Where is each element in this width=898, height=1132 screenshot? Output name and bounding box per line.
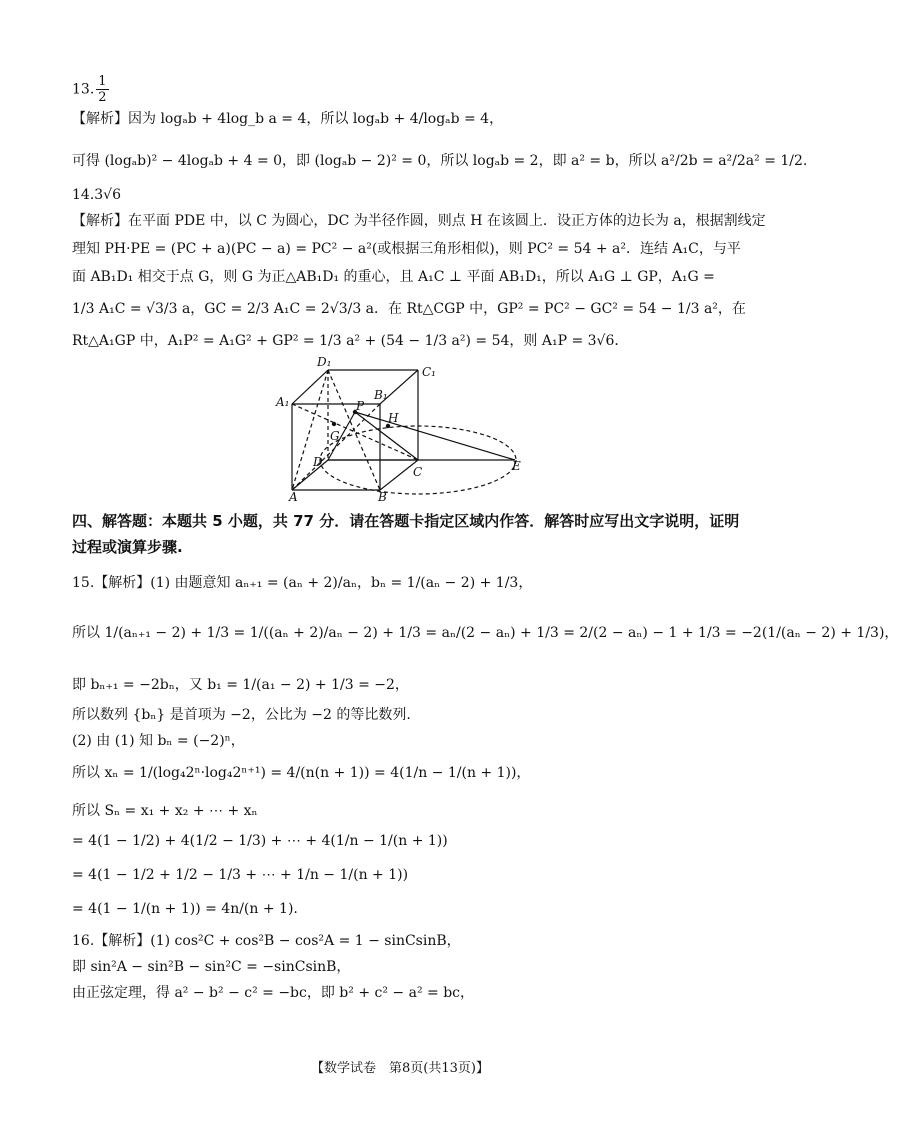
q16-line-3: 由正弦定理，得 a² − b² − c² = −bc，即 b² + c² − a² = bc， [72, 985, 474, 1001]
q14-explanation-line-5: Rt△A₁GP 中，A₁P² = A₁G² + GP² = 1/3 a² + (54 − 1/3 a²) = 54，则 A₁P = 3√6． [72, 333, 629, 349]
q16-line-1: 16.【解析】(1) cos²C + cos²B − cos²A = 1 − sinCsinB， [72, 933, 461, 949]
q15-line-3: 即 bₙ₊₁ = −2bₙ，又 b₁ = 1/(a₁ − 2) + 1/3 = −2， [72, 677, 409, 693]
q13-explanation-line-1: 【解析】因为 logₐb + 4log_b a = 4，所以 logₐb + 4/logₐb = 4， [72, 111, 504, 127]
section4-heading-line-2: 过程或演算步骤. [72, 538, 183, 556]
point-G [332, 422, 336, 426]
q15-line-1: 15.【解析】(1) 由题意知 aₙ₊₁ = (aₙ + 2)/aₙ，bₙ = 1/(aₙ − 2) + 1/3， [72, 575, 533, 591]
label-E: E [512, 459, 521, 473]
q14-explanation-line-1: 【解析】在平面 PDE 中，以 C 为圆心，DC 为半径作圆，则点 H 在该圆上．设正方体的边长为 a，根据割线定 [72, 213, 766, 229]
section4-heading-line-1: 四、解答题：本题共 5 小题，共 77 分．请在答题卡指定区域内作答．解答时应写出文字说明，证明 [72, 512, 740, 530]
q13-number: 13. [72, 81, 95, 98]
label-B: B [378, 490, 387, 504]
label-A1: A₁ [276, 395, 290, 409]
label-C: C [413, 465, 423, 479]
q15-line-10: = 4(1 − 1/(n + 1)) = 4n/(n + 1). [72, 901, 298, 917]
label-D1: D₁ [317, 355, 332, 369]
q13-answer-line [72, 74, 111, 105]
label-A: A [289, 490, 298, 504]
label-B1: B₁ [374, 388, 388, 402]
q14-answer-line [72, 188, 121, 202]
q14-number: 14. [72, 187, 95, 203]
label-C1: C₁ [422, 365, 436, 379]
q15-line-4: 所以数列 {bₙ} 是首项为 −2，公比为 −2 的等比数列. [72, 707, 411, 723]
label-H: H [388, 411, 399, 425]
line-PE [355, 412, 515, 460]
q14-explanation-line-4: 1/3 A₁C = √3/3 a，GC = 2/3 A₁C = 2√3/3 a．在 Rt△CGP 中，GP² = PC² − GC² = 54 − 1/3 a²，在 [72, 301, 746, 317]
q15-line-9: = 4(1 − 1/2 + 1/2 − 1/3 + ⋯ + 1/n − 1/(n + 1)) [72, 867, 409, 883]
q14-answer: 3√6 [94, 187, 122, 203]
cube-figure [270, 352, 540, 502]
q14-explanation-line-2: 理知 PH·PE = (PC + a)(PC − a) = PC² − a²(或根据三角形相似)，则 PC² = 54 + a²．连结 A₁C，与平 [72, 241, 741, 257]
q14-explanation-line-3: 面 AB₁D₁ 相交于点 G，则 G 为正△AB₁D₁ 的重心，且 A₁C ⊥ 平面 AB₁D₁，所以 A₁G ⊥ GP，A₁G = [72, 269, 715, 285]
q13-explanation-line-2: 可得 (logₐb)² − 4logₐb + 4 = 0，即 (logₐb − 2)² = 0，所以 logₐb = 2，即 a² = b，所以 a²/2b = a²/2a² = 1/2. [72, 153, 808, 169]
line-D1A [292, 370, 328, 490]
q15-line-6: 所以 xₙ = 1/(log₄2ⁿ·log₄2ⁿ⁺¹) = 4/(n(n + 1)) = 4(1/n − 1/(n + 1))， [72, 765, 531, 781]
label-D: D [313, 455, 323, 469]
q15-line-7: 所以 Sₙ = x₁ + x₂ + ⋯ + xₙ [72, 803, 258, 819]
q13-answer-fraction: $\frac{1}{2}$ [98, 74, 107, 105]
label-P: P [356, 399, 365, 413]
label-G: G [330, 429, 340, 443]
q16-line-2: 即 sin²A − sin²B − sin²C = −sinCsinB， [72, 959, 351, 975]
q15-line-5: (2) 由 (1) 知 bₙ = (−2)ⁿ， [72, 733, 245, 749]
q15-line-8: = 4(1 − 1/2) + 4(1/2 − 1/3) + ⋯ + 4(1/n − 1/(n + 1)) [72, 833, 448, 849]
q15-line-2: 所以 1/(aₙ₊₁ − 2) + 1/3 = 1/((aₙ + 2)/aₙ − 2) + 1/3 = aₙ/(2 − aₙ) + 1/3 = 2/(2 − aₙ) − 1 + 1/3 = −2(1/(aₙ − 2) + 1/3)， [72, 625, 898, 641]
page-footer: 【数学试卷 第8页(共13页)】 [311, 1061, 489, 1076]
